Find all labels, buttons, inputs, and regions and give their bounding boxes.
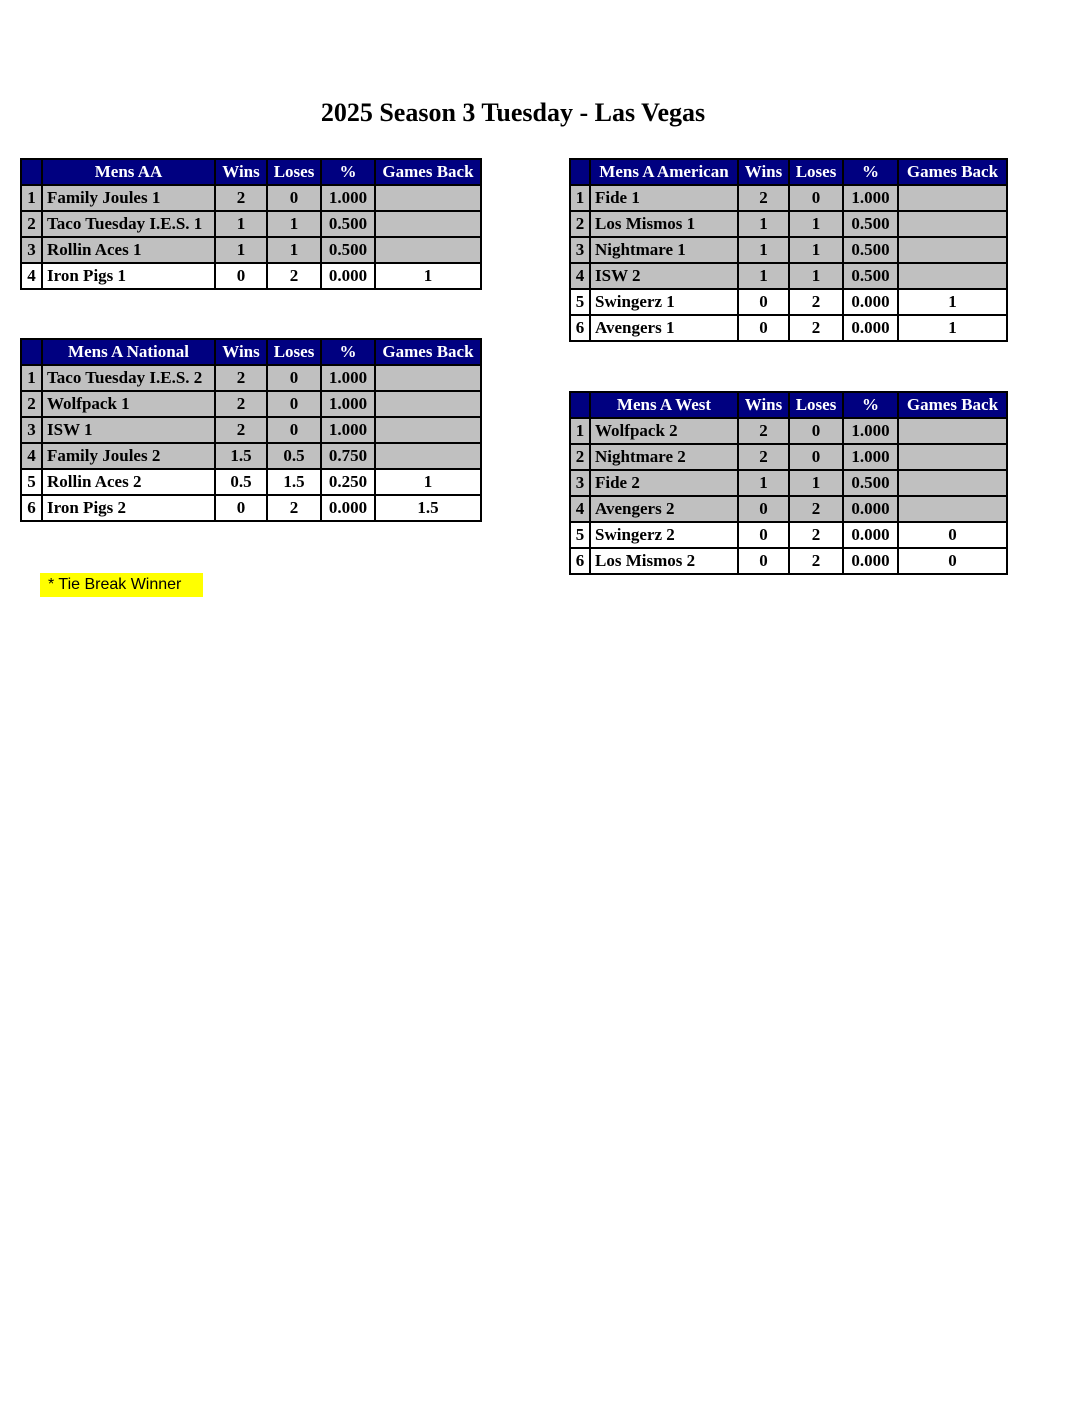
wins-cell: 1 [738, 470, 789, 496]
loses-cell: 0 [789, 444, 843, 470]
games-back-cell [375, 185, 481, 211]
team-name-cell: Rollin Aces 1 [42, 237, 215, 263]
loses-cell: 1.5 [267, 469, 321, 495]
column-header-wins: Wins [738, 159, 789, 185]
column-header-pct: % [321, 159, 375, 185]
loses-cell: 2 [789, 315, 843, 341]
loses-cell: 0.5 [267, 443, 321, 469]
wins-cell: 0 [215, 263, 267, 289]
wins-cell: 2 [215, 417, 267, 443]
rank-cell: 4 [570, 263, 590, 289]
pct-cell: 0.000 [843, 548, 898, 574]
wins-cell: 0 [738, 289, 789, 315]
games-back-cell [375, 365, 481, 391]
wins-cell: 1 [738, 263, 789, 289]
games-back-cell: 1 [898, 289, 1007, 315]
table-row [570, 496, 1007, 522]
corner-cell [570, 159, 590, 185]
rank-cell: 6 [570, 548, 590, 574]
team-name-cell: Rollin Aces 2 [42, 469, 215, 495]
pct-cell: 0.000 [843, 289, 898, 315]
loses-cell: 0 [789, 418, 843, 444]
table-row [570, 185, 1007, 211]
header-row [21, 339, 481, 365]
loses-cell: 1 [789, 211, 843, 237]
loses-cell: 1 [267, 237, 321, 263]
table-row [21, 495, 481, 521]
team-name-cell: ISW 1 [42, 417, 215, 443]
loses-cell: 2 [789, 496, 843, 522]
rank-cell: 5 [570, 289, 590, 315]
table-row [570, 237, 1007, 263]
column-header-loses: Loses [267, 159, 321, 185]
team-name-cell: Fide 2 [590, 470, 738, 496]
wins-cell: 0 [738, 496, 789, 522]
table-row [21, 365, 481, 391]
wins-cell: 2 [738, 185, 789, 211]
pct-cell: 0.000 [321, 495, 375, 521]
team-name-cell: Los Mismos 2 [590, 548, 738, 574]
pct-cell: 1.000 [321, 185, 375, 211]
division-name: Mens A West [590, 392, 738, 418]
wins-cell: 1.5 [215, 443, 267, 469]
pct-cell: 0.500 [321, 237, 375, 263]
table-row [21, 211, 481, 237]
wins-cell: 0.5 [215, 469, 267, 495]
games-back-cell: 1 [375, 469, 481, 495]
column-header-pct: % [843, 159, 898, 185]
table-row [21, 443, 481, 469]
rank-cell: 3 [21, 417, 42, 443]
loses-cell: 0 [267, 391, 321, 417]
pct-cell: 0.500 [843, 470, 898, 496]
loses-cell: 0 [789, 185, 843, 211]
team-name-cell: ISW 2 [590, 263, 738, 289]
team-name-cell: Taco Tuesday I.E.S. 1 [42, 211, 215, 237]
rank-cell: 1 [21, 185, 42, 211]
column-header-games-back: Games Back [898, 392, 1007, 418]
rank-cell: 1 [21, 365, 42, 391]
games-back-cell: 0 [898, 522, 1007, 548]
rank-cell: 3 [21, 237, 42, 263]
header-row [570, 159, 1007, 185]
wins-cell: 2 [215, 365, 267, 391]
loses-cell: 2 [789, 548, 843, 574]
column-header-loses: Loses [789, 392, 843, 418]
wins-cell: 2 [738, 444, 789, 470]
pct-cell: 0.250 [321, 469, 375, 495]
team-name-cell: Iron Pigs 1 [42, 263, 215, 289]
team-name-cell: Swingerz 1 [590, 289, 738, 315]
page-title: 2025 Season 3 Tuesday - Las Vegas [320, 98, 706, 127]
table-row [21, 391, 481, 417]
table-row [570, 522, 1007, 548]
loses-cell: 2 [267, 263, 321, 289]
games-back-cell: 1.5 [375, 495, 481, 521]
wins-cell: 0 [738, 315, 789, 341]
table-row [570, 470, 1007, 496]
team-name-cell: Fide 1 [590, 185, 738, 211]
table [569, 158, 1008, 342]
team-name-cell: Taco Tuesday I.E.S. 2 [42, 365, 215, 391]
table-row [21, 185, 481, 211]
pct-cell: 1.000 [843, 185, 898, 211]
loses-cell: 1 [789, 470, 843, 496]
column-header-pct: % [321, 339, 375, 365]
loses-cell: 2 [267, 495, 321, 521]
team-name-cell: Los Mismos 1 [590, 211, 738, 237]
loses-cell: 1 [267, 211, 321, 237]
loses-cell: 0 [267, 365, 321, 391]
games-back-cell [898, 237, 1007, 263]
pct-cell: 0.500 [843, 237, 898, 263]
table-row [570, 289, 1007, 315]
division-name: Mens A National [42, 339, 215, 365]
wins-cell: 0 [215, 495, 267, 521]
column-header-wins: Wins [215, 339, 267, 365]
pct-cell: 1.000 [321, 391, 375, 417]
column-header-loses: Loses [789, 159, 843, 185]
games-back-cell [375, 443, 481, 469]
header-row [570, 392, 1007, 418]
pct-cell: 1.000 [843, 444, 898, 470]
rank-cell: 2 [21, 211, 42, 237]
standings-table-mens-a-national [20, 338, 482, 522]
loses-cell: 1 [789, 237, 843, 263]
wins-cell: 1 [738, 211, 789, 237]
rank-cell: 2 [21, 391, 42, 417]
corner-cell [570, 392, 590, 418]
wins-cell: 1 [738, 237, 789, 263]
rank-cell: 4 [21, 443, 42, 469]
team-name-cell: Swingerz 2 [590, 522, 738, 548]
rank-cell: 1 [570, 418, 590, 444]
pct-cell: 1.000 [321, 365, 375, 391]
team-name-cell: Avengers 2 [590, 496, 738, 522]
rank-cell: 4 [570, 496, 590, 522]
corner-cell [21, 339, 42, 365]
team-name-cell: Family Joules 2 [42, 443, 215, 469]
loses-cell: 2 [789, 522, 843, 548]
loses-cell: 1 [789, 263, 843, 289]
rank-cell: 6 [570, 315, 590, 341]
team-name-cell: Iron Pigs 2 [42, 495, 215, 521]
games-back-cell [375, 417, 481, 443]
loses-cell: 2 [789, 289, 843, 315]
column-header-pct: % [843, 392, 898, 418]
games-back-cell [375, 391, 481, 417]
wins-cell: 0 [738, 548, 789, 574]
column-header-loses: Loses [267, 339, 321, 365]
wins-cell: 0 [738, 522, 789, 548]
team-name-cell: Family Joules 1 [42, 185, 215, 211]
team-name-cell: Nightmare 2 [590, 444, 738, 470]
games-back-cell: 1 [898, 315, 1007, 341]
wins-cell: 2 [215, 185, 267, 211]
table-row [21, 263, 481, 289]
table [20, 158, 482, 290]
games-back-cell [898, 418, 1007, 444]
table-row [21, 237, 481, 263]
pct-cell: 1.000 [843, 418, 898, 444]
pct-cell: 0.000 [321, 263, 375, 289]
pct-cell: 0.500 [843, 263, 898, 289]
standings-table-mens-a-west [569, 391, 1008, 575]
pct-cell: 0.000 [843, 496, 898, 522]
loses-cell: 0 [267, 417, 321, 443]
division-name: Mens AA [42, 159, 215, 185]
rank-cell: 5 [21, 469, 42, 495]
corner-cell [21, 159, 42, 185]
tie-break-winner-note: * Tie Break Winner [40, 573, 203, 597]
table-row [570, 315, 1007, 341]
games-back-cell [375, 237, 481, 263]
table [20, 338, 482, 522]
header-row [21, 159, 481, 185]
team-name-cell: Wolfpack 2 [590, 418, 738, 444]
rank-cell: 5 [570, 522, 590, 548]
pct-cell: 0.000 [843, 522, 898, 548]
games-back-cell [898, 496, 1007, 522]
column-header-games-back: Games Back [898, 159, 1007, 185]
games-back-cell: 0 [898, 548, 1007, 574]
games-back-cell: 1 [375, 263, 481, 289]
rank-cell: 2 [570, 444, 590, 470]
table-row [21, 417, 481, 443]
rank-cell: 4 [21, 263, 42, 289]
rank-cell: 2 [570, 211, 590, 237]
loses-cell: 0 [267, 185, 321, 211]
games-back-cell [375, 211, 481, 237]
column-header-games-back: Games Back [375, 339, 481, 365]
standings-table-mens-a-american [569, 158, 1008, 342]
standings-table-mens-aa [20, 158, 482, 290]
table-row [570, 418, 1007, 444]
rank-cell: 3 [570, 237, 590, 263]
column-header-games-back: Games Back [375, 159, 481, 185]
table [569, 391, 1008, 575]
rank-cell: 6 [21, 495, 42, 521]
games-back-cell [898, 211, 1007, 237]
games-back-cell [898, 185, 1007, 211]
rank-cell: 3 [570, 470, 590, 496]
pct-cell: 0.500 [321, 211, 375, 237]
pct-cell: 1.000 [321, 417, 375, 443]
team-name-cell: Wolfpack 1 [42, 391, 215, 417]
team-name-cell: Avengers 1 [590, 315, 738, 341]
table-row [570, 444, 1007, 470]
division-name: Mens A American [590, 159, 738, 185]
table-row [570, 211, 1007, 237]
pct-cell: 0.750 [321, 443, 375, 469]
pct-cell: 0.500 [843, 211, 898, 237]
rank-cell: 1 [570, 185, 590, 211]
table-row [21, 469, 481, 495]
wins-cell: 1 [215, 211, 267, 237]
column-header-wins: Wins [215, 159, 267, 185]
games-back-cell [898, 444, 1007, 470]
pct-cell: 0.000 [843, 315, 898, 341]
wins-cell: 1 [215, 237, 267, 263]
team-name-cell: Nightmare 1 [590, 237, 738, 263]
wins-cell: 2 [215, 391, 267, 417]
games-back-cell [898, 263, 1007, 289]
table-row [570, 548, 1007, 574]
games-back-cell [898, 470, 1007, 496]
column-header-wins: Wins [738, 392, 789, 418]
table-row [570, 263, 1007, 289]
wins-cell: 2 [738, 418, 789, 444]
